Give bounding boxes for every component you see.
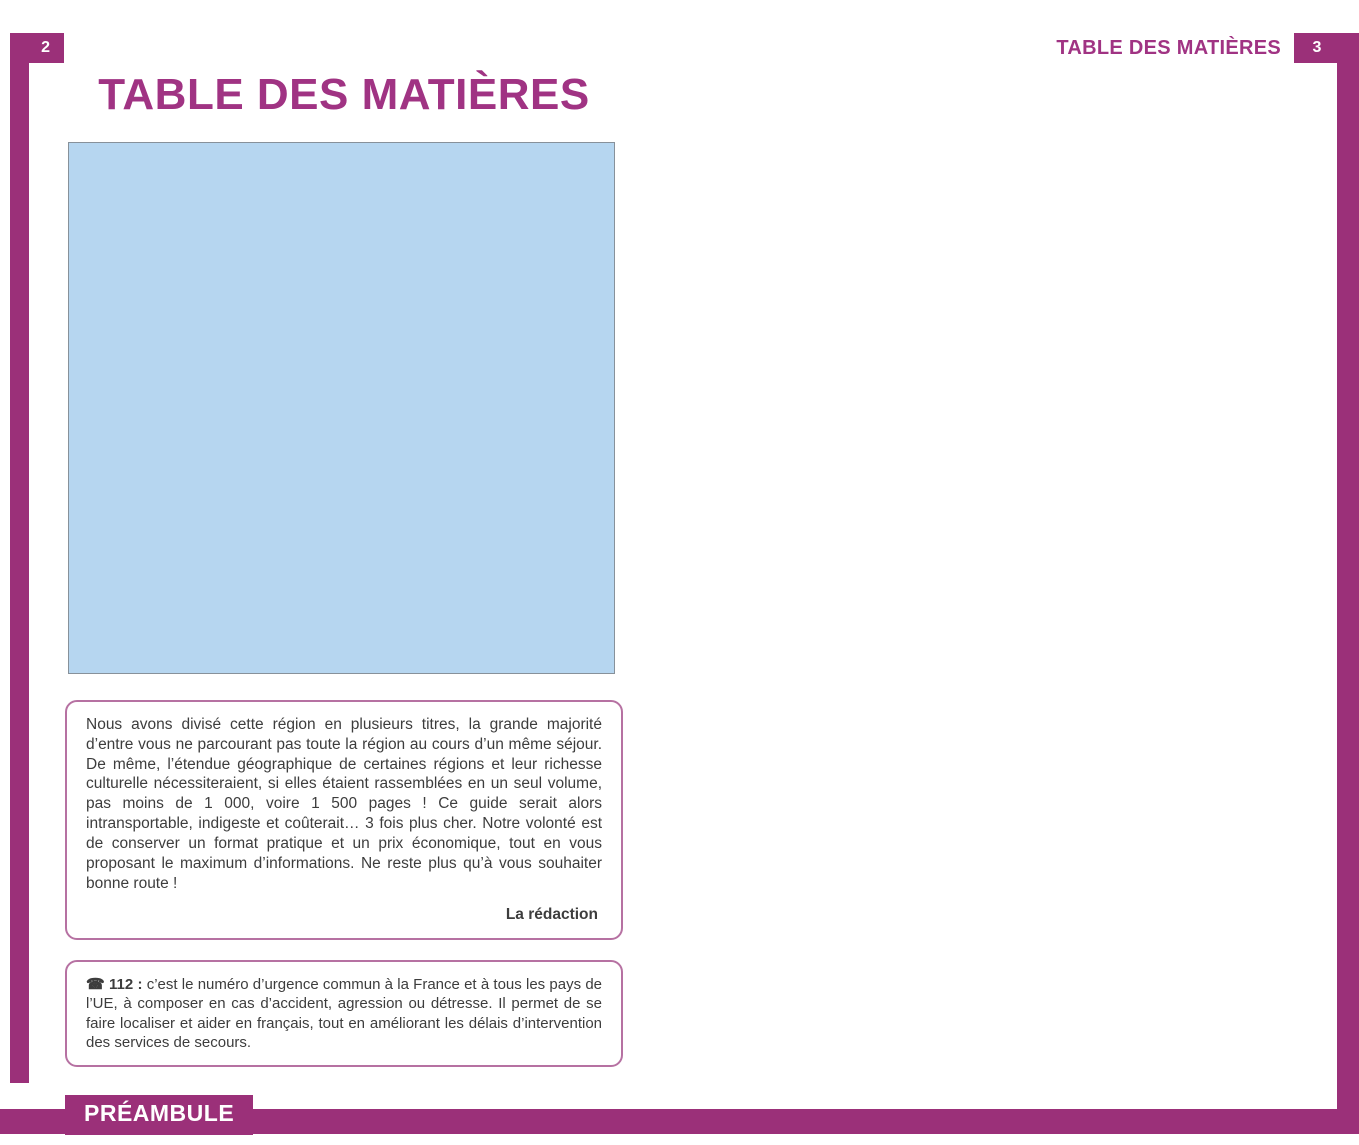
preambule-heading: PRÉAMBULE — [65, 1095, 253, 1135]
brittany-map — [68, 142, 615, 674]
left-page-number: 2 — [41, 39, 50, 56]
left-edge-bar — [10, 35, 29, 1083]
intro-signature: La rédaction — [505, 906, 598, 924]
intro-text: Nous avons divisé cette région en plusieurs titres, la grande majorité d’entre vous ne parcourant pas toute la région au cours d’un même séjour. De même, l’étendue géographique de certaines régions et leur richesse culturelle nécessiteraient, si elles étaient rassemblées en un seul volume, pas moins de 1 000, voire 1 500 pages ! Ce guide serait alors intransportable, indigeste et coûterait… 3 fois plus cher. Notre volonté est de conserver un format pratique et un prix économique, tout en vous proposant le maximum d’informations. Ne reste plus qu’à vous souhaiter bonne route ! — [86, 716, 602, 892]
right-page-number-tab — [1294, 33, 1340, 63]
right-page-number: 3 — [1312, 39, 1322, 56]
running-header: TABLE DES MATIÈRES — [1056, 37, 1281, 59]
map-canvas — [69, 143, 614, 673]
right-edge-bar — [1337, 33, 1359, 1134]
emergency-note-box — [65, 960, 623, 1067]
phone-icon: ☎ — [86, 976, 105, 994]
page-title: TABLE DES MATIÈRES — [98, 70, 590, 119]
left-page-number-tab — [10, 33, 64, 63]
left-page — [65, 62, 623, 1145]
emergency-text: c’est le numéro d’urgence commun à la France et à tous les pays de l’UE, à composer en cas d’accident, agression ou détresse. Il permet de se faire localiser et aider en français, tout en améliorant les délais d’intervention des services de secours. — [86, 976, 603, 1051]
emergency-number: 112 : — [109, 976, 143, 994]
intro-note-box — [65, 700, 623, 940]
